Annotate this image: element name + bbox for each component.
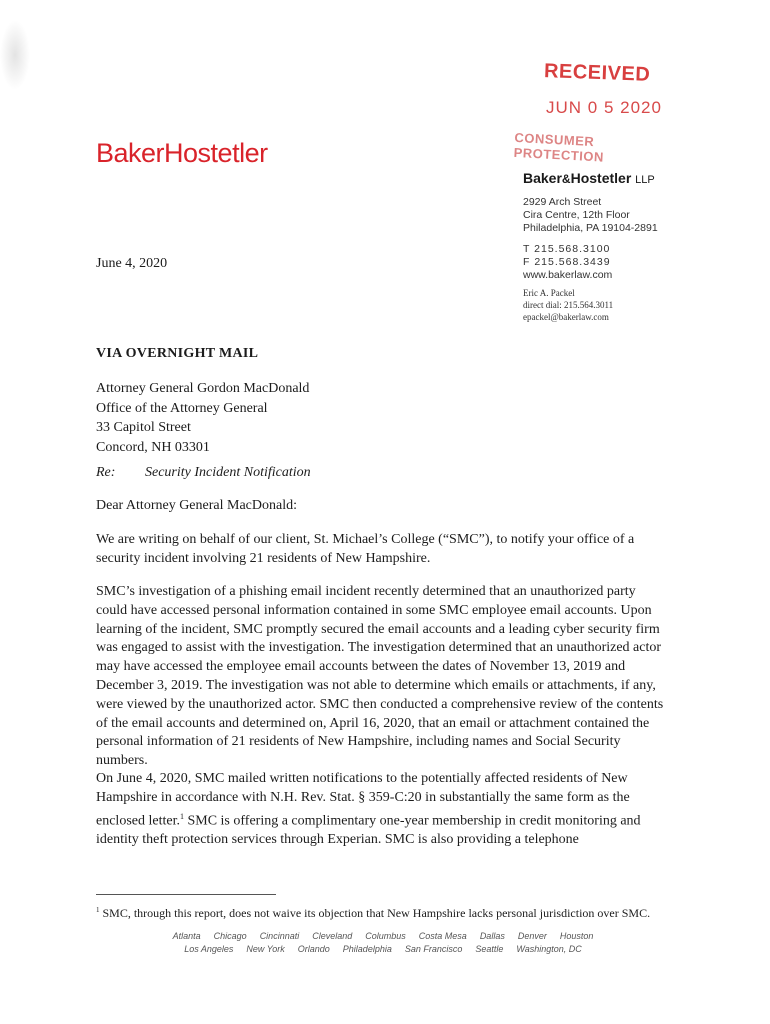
footnote-text: SMC, through this report, does not waive its objection that New Hampshire lacks personal jurisdiction over SMC. [99, 906, 651, 920]
office-location: Houston [559, 931, 594, 941]
firm-suffix: LLP [635, 174, 655, 186]
letterhead [523, 170, 658, 323]
office-location: San Francisco [404, 944, 463, 954]
office-location: Dallas [479, 931, 505, 941]
office-locations-row-2 [96, 944, 670, 954]
re-label: Re: [96, 465, 116, 480]
stamp-date: JUN 0 5 2020 [546, 98, 662, 117]
footnote-marker: 1 [96, 906, 100, 914]
office-location: Washington, DC [516, 944, 582, 954]
recipient-line: Concord, NH 03301 [96, 439, 210, 455]
footnote [96, 906, 650, 921]
paragraph-3-text-b: SMC is offering a complimentary one-year membership in credit monitoring and identity theft protection services through Experian. SMC is also providing a telephone [96, 813, 641, 848]
paragraph-3-text-a: On June 4, 2020, SMC mailed written notifications to the potentially affected residents of New Hampshire in accordance with N.H. Rev. Stat. § 359-C:20 in substantially the same form as the enclosed letter. [96, 771, 630, 829]
recipient-address [96, 379, 309, 457]
re-subject: Security Incident Notification [145, 465, 311, 480]
office-location: Denver [517, 931, 547, 941]
attorney-name: Eric A. Packel [523, 288, 575, 298]
scan-smudge [0, 20, 30, 90]
office-location: Los Angeles [184, 944, 234, 954]
office-location: New York [246, 944, 285, 954]
salutation: Dear Attorney General MacDonald: [96, 498, 297, 513]
office-location: Philadelphia [342, 944, 392, 954]
footnote-divider [96, 894, 276, 895]
stamp-department: CONSUMER PROTECTION [513, 129, 605, 165]
attorney-email: epackel@bakerlaw.com [523, 312, 609, 322]
office-location: Cleveland [312, 931, 353, 941]
subject-line [96, 465, 311, 481]
office-location: Seattle [475, 944, 504, 954]
recipient-line: 33 Capitol Street [96, 420, 191, 435]
body-paragraph-1: We are writing on behalf of our client, St. Michael’s College (“SMC”), to notify your office of a security incident involving 21 residents of New Hampshire. [96, 532, 635, 566]
office-location: Columbus [365, 931, 406, 941]
footnote-reference: 1 [179, 811, 184, 821]
delivery-method: VIA OVERNIGHT MAIL [96, 346, 259, 361]
office-locations-row-1 [96, 931, 670, 941]
address-line: Cira Centre, 12th Floor [523, 209, 630, 221]
fax-number: F 215.568.3439 [523, 256, 611, 268]
address-line: Philadelphia, PA 19104-2891 [523, 222, 658, 234]
direct-dial: direct dial: 215.564.3011 [523, 300, 614, 310]
body-paragraph-2: SMC’s investigation of a phishing email incident recently determined that an unauthorized party could have accessed personal information contained in some SMC employee email accounts. Upon learning of the incident, SMC promptly secured the email accounts and a leading cyber security firm was engaged to assist with the investigation. The investigation determined that an unauthorized actor may have accessed the employee email accounts between the dates of November 13, 2019 and December 3, 2019. The investigation was not able to determine which emails or attachments, if any, were viewed by the unauthorized actor. SMC then conducted a comprehensive review of the contents of the email accounts and determined on, April 16, 2020, that an email or attachment contained the personal information of 21 residents of New Hampshire, including names and Social Security numbers. [96, 584, 664, 769]
received-stamp [510, 60, 670, 165]
office-location: Cincinnati [259, 931, 300, 941]
firm-name-amp: & [561, 172, 571, 186]
recipient-line: Office of the Attorney General [96, 400, 268, 416]
office-location: Orlando [297, 944, 330, 954]
office-location: Atlanta [172, 931, 201, 941]
firm-name-part1: Baker [523, 170, 562, 186]
address-line: 2929 Arch Street [523, 196, 602, 208]
phone-number: T 215.568.3100 [523, 243, 611, 255]
firm-logo: BakerHostetler [96, 138, 268, 168]
office-location: Chicago [213, 931, 247, 941]
stamp-received-text: RECEIVED [543, 60, 651, 86]
recipient-line: Attorney General Gordon MacDonald [96, 381, 310, 396]
website-link: www.bakerlaw.com [523, 269, 613, 281]
office-location: Costa Mesa [418, 931, 467, 941]
letterhead-firm-name [523, 170, 658, 186]
body-paragraph-3 [96, 770, 666, 850]
letter-date: June 4, 2020 [96, 256, 168, 271]
firm-name-part2: Hostetler [570, 170, 632, 186]
